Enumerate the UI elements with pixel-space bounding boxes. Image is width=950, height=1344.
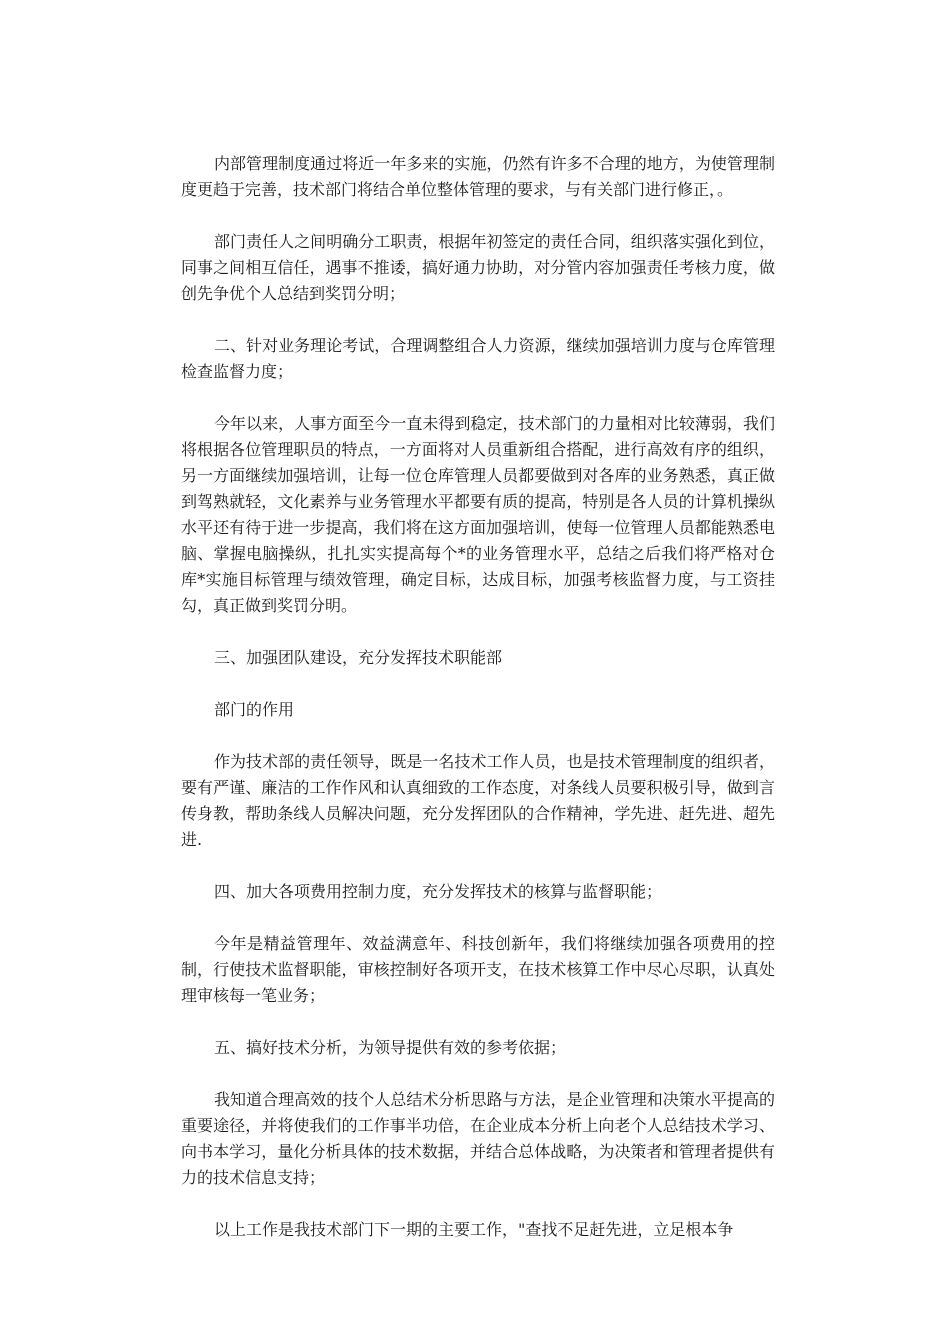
document-body	[181, 151, 775, 1269]
paragraph-7: 以上工作是我技术部门下一期的主要工作，"查找不足赶先进，立足根本争	[214, 1220, 734, 1239]
section-heading-5: 五、搞好技术分析，为领导提供有效的参考依据；	[214, 1038, 567, 1057]
paragraph-3: 今年以来，人事方面至今一直未得到稳定，技术部门的力量相对比较薄弱，我们将根据各位管理职员的特点，一方面将对人员重新组合搭配，进行高效有序的组织，另一方面继续加强培训，让每一位仓库管理人员都要做到对各库的业务熟悉，真正做到驾熟就轻，文化素养与业务管理水平都要有质的提高，特别是各人员的计算机操纵水平还有待于进一步提高，我们将在这方面加强培训，使每一位管理人员都能熟悉电脑、掌握电脑操纵，扎扎实实提高每个*的业务管理水平，总结之后我们将严格对仓库*实施目标管理与绩效管理，确定目标，达成目标，加强考核监督力度，与工资挂勾，真正做到奖罚分明。	[181, 414, 775, 615]
section-heading-3-cont: 部门的作用	[214, 700, 295, 719]
paragraph-6: 我知道合理高效的技个人总结术分析思路与方法，是企业管理和决策水平提高的重要途径，并将使我们的工作事半功倍，在企业成本分析上向老个人总结技术学习、向书本学习，量化分析具体的技术数据，并结合总体战略，为决策者和管理者提供有力的技术信息支持；	[181, 1090, 775, 1187]
paragraph-1: 内部管理制度通过将近一年多来的实施，仍然有许多不合理的地方，为使管理制度更趋于完善，技术部门将结合单位整体管理的要求，与有关部门进行修正，。	[181, 154, 775, 199]
section-heading-2: 二、针对业务理论考试，合理调整组合人力资源，继续加强培训力度与仓库管理检查监督力度；	[181, 336, 775, 381]
paragraph-4: 作为技术部的责任领导，既是一名技术工作人员，也是技术管理制度的组织者，要有严谨、廉洁的工作作风和认真细致的工作态度，对条线人员要积极引导，做到言传身教，帮助条线人员解决问题，充分发挥团队的合作精神，学先进、赶先进、超先进.	[181, 752, 775, 849]
paragraph-5: 今年是精益管理年、效益满意年、科技创新年，我们将继续加强各项费用的控制，行使技术监督职能，审核控制好各项开支，在技术核算工作中尽心尽职，认真处理审核每一笔业务；	[181, 934, 775, 1005]
section-heading-4: 四、加大各项费用控制力度，充分发挥技术的核算与监督职能；	[214, 882, 663, 901]
paragraph-2: 部门责任人之间明确分工职责，根据年初签定的责任合同，组织落实强化到位，同事之间相互信任，遇事不推诿，搞好通力协助，对分管内容加强责任考核力度，做创先争优个人总结到奖罚分明；	[181, 232, 775, 303]
section-heading-3: 三、加强团队建设，充分发挥技术职能部	[214, 648, 503, 667]
